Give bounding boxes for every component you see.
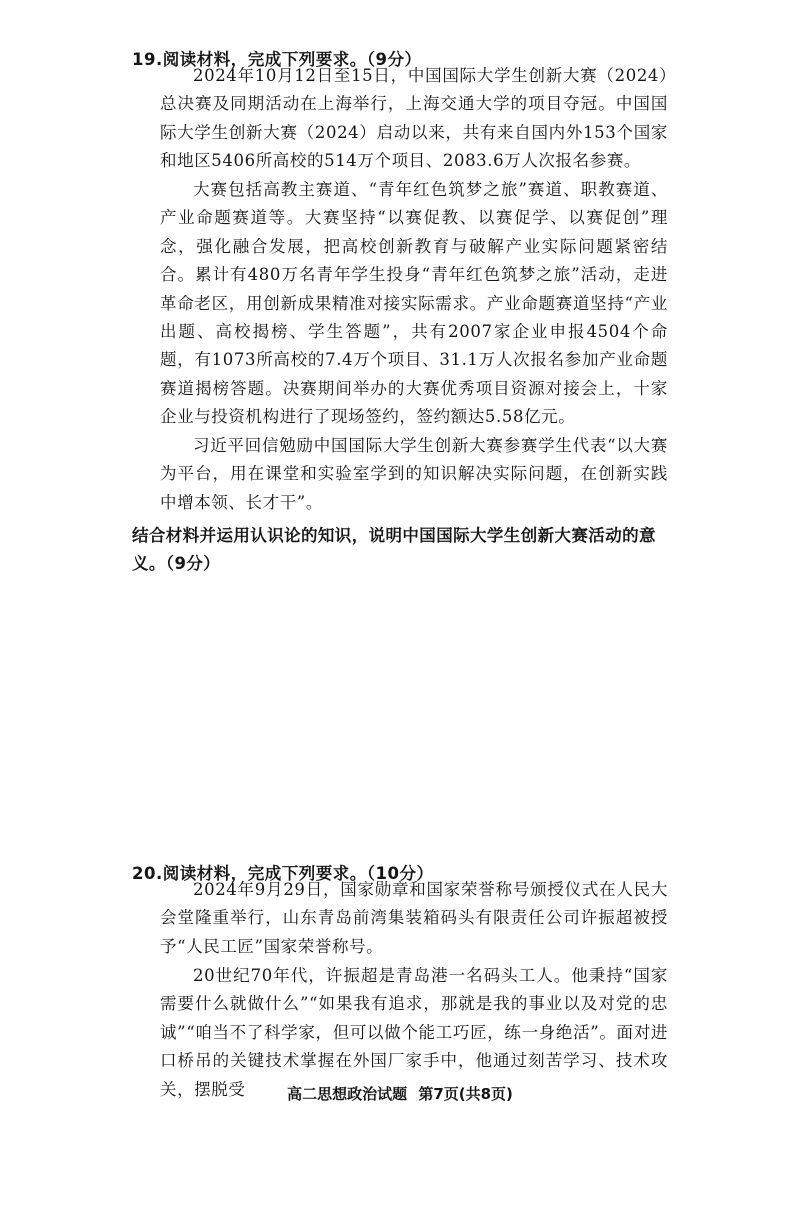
footer-subject: 高二思想政治试题 [287, 1085, 408, 1103]
q19-paragraph-1: 2024年10月12日至15日，中国国际大学生创新大赛（2024）总决赛及同期活动在上海举行，上海交通大学的项目夺冠。中国国际大学生创新大赛（2024）启动以来，共有来自国内外153个国家和地区5406所高校的514万个项目、2083.6万人次报名参赛。 [160, 66, 668, 171]
q19-paragraph-3: 习近平回信勉励中国国际大学生创新大赛参赛学生代表“以大赛为平台，用在课堂和实验室学到的知识解决实际问题，在创新实践中增本领、长才干”。 [160, 436, 668, 512]
question-20-title: 20.阅读材料，完成下列要求。（10分） [132, 864, 434, 883]
q20-paragraph-2: 20世纪70年代，许振超是青岛港一名码头工人。他秉持“国家需要什么就做什么”“如果我有追求，那就是我的事业以及对党的忠诚”“咱当不了科学家，但可以做个能工巧匠，练一身绝活”。面对进口桥吊的关键技术掌握在外国厂家手中，他通过刻苦学习、技术攻关，摆脱受 [160, 966, 668, 1099]
page-footer [0, 1083, 800, 1104]
q19-answer-space[interactable] [132, 590, 672, 850]
q19-paragraph-2: 大赛包括高教主赛道、“青年红色筑梦之旅”赛道、职教赛道、产业命题赛道等。大赛坚持“以赛促教、以赛促学、以赛促创”理念，强化融合发展，把高校创新教育与破解产业实际问题紧密结合。累计有480万名青年学生投身“青年红色筑梦之旅”活动，走进革命老区，用创新成果精准对接实际需求。产业命题赛道坚持“产业出题、高校揭榜、学生答题”，共有2007家企业申报4504个命题，有1073所高校的7.4万个项目、31.1万人次报名参加产业命题赛道揭榜答题。决赛期间举办的大赛优秀项目资源对接会上，十家企业与投资机构进行了现场签约，签约额达5.58亿元。 [160, 180, 668, 427]
q20-paragraph-1: 2024年9月29日，国家勋章和国家荣誉称号颁授仪式在人民大会堂隆重举行，山东青岛前湾集装箱码头有限责任公司许振超被授予“人民工匠”国家荣誉称号。 [160, 880, 668, 956]
footer-page-number: 第7页(共8页) [418, 1085, 513, 1103]
q19-task: 结合材料并运用认识论的知识，说明中国国际大学生创新大赛活动的意义。（9分） [132, 526, 656, 573]
question-19-title: 19.阅读材料，完成下列要求。（9分） [132, 50, 422, 69]
